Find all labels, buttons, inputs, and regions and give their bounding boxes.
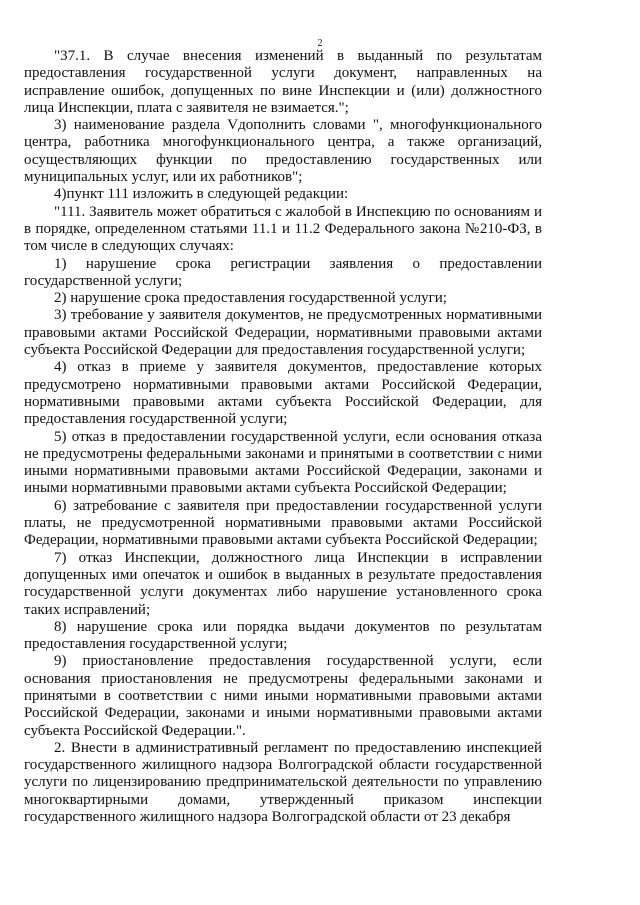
list-item-4: 4) отказ в приеме у заявителя документов, предоставление которых предусмотрено нормативными правовыми актами Российской Федерации, нормативными правовыми актами субъекта Российской Федерации, для предоставления государственной услуги;	[24, 359, 542, 428]
list-item-9: 9) приостановление предоставления государственной услуги, если основания приостановления не предусмотрены федеральными законами и принятыми в соответствии с ними иными нормативными правовыми актами Российской Федерации, законами и иными нормативными правовыми актами субъекта Российской Федерации.".	[24, 653, 542, 739]
list-item-1: 1) нарушение срока регистрации заявления о предоставлении государственной услуги;	[24, 255, 542, 289]
list-item-5: 5) отказ в предоставлении государственной услуги, если основания отказа не предусмотрены федеральными законами и принятыми в соответствии с ними иными нормативными правовыми актами Российской Федерации, законами и иными нормативными правовыми актами субъекта Российской Федерации;	[24, 428, 542, 497]
paragraph-37-1: "37.1. В случае внесения изменений в выданный по результатам предоставления государственной услуги документ, направленных на исправление ошибок, допущенных по вине Инспекции и (или) должностного лица Инспекции, плата с заявителя не взимается.";	[24, 48, 542, 116]
list-item-8: 8) нарушение срока или порядка выдачи документов по результатам предоставления государственной услуги;	[24, 618, 542, 653]
paragraph-item-3: 3) наименование раздела Vдополнить словами ", многофункционального центра, работника многофункционального центра, а также организаций, осуществляющих функции по предоставлению государственных или муниципальных услуг, или их работников";	[24, 117, 542, 186]
document-body	[24, 48, 542, 826]
list-item-2: 2) нарушение срока предоставления государственной услуги;	[54, 290, 447, 307]
page-number: 2	[317, 38, 323, 49]
list-item-3: 3) требование у заявителя документов, не предусмотренных нормативными правовыми актами Российской Федерации, нормативными правовыми актами субъекта Российской Федерации для предоставления государственной услуги;	[24, 307, 542, 359]
list-item-7: 7) отказ Инспекции, должностного лица Инспекции в исправлении допущенных ими опечаток и ошибок в выданных в результате предоставления государственной услуги документах либо нарушение установленного срока таких исправлений;	[24, 549, 542, 618]
list-item-6: 6) затребование с заявителя при предоставлении государственной услуги платы, не предусмотренной нормативными правовыми актами Российской Федерации, нормативными правовыми актами субъекта Российской Федерации;	[24, 497, 542, 549]
paragraph-111: "111. Заявитель может обратиться с жалобой в Инспекцию по основаниям и в порядке, определенном статьями 11.1 и 11.2 Федерального закона №210-ФЗ, в том числе в следующих случаях:	[24, 203, 542, 255]
paragraph-section-2: 2. Внести в административный регламент по предоставлению инспекцией государственного жилищного надзора Волгоградской области государственной услуги по лицензированию предпринимательской деятельности по управлению многоквартирными домами, утвержденный приказом инспекции государственного жилищного надзора Волгоградской области от 23 декабря	[24, 739, 542, 826]
paragraph-item-4: 4)пункт 111 изложить в следующей редакции:	[54, 186, 349, 203]
